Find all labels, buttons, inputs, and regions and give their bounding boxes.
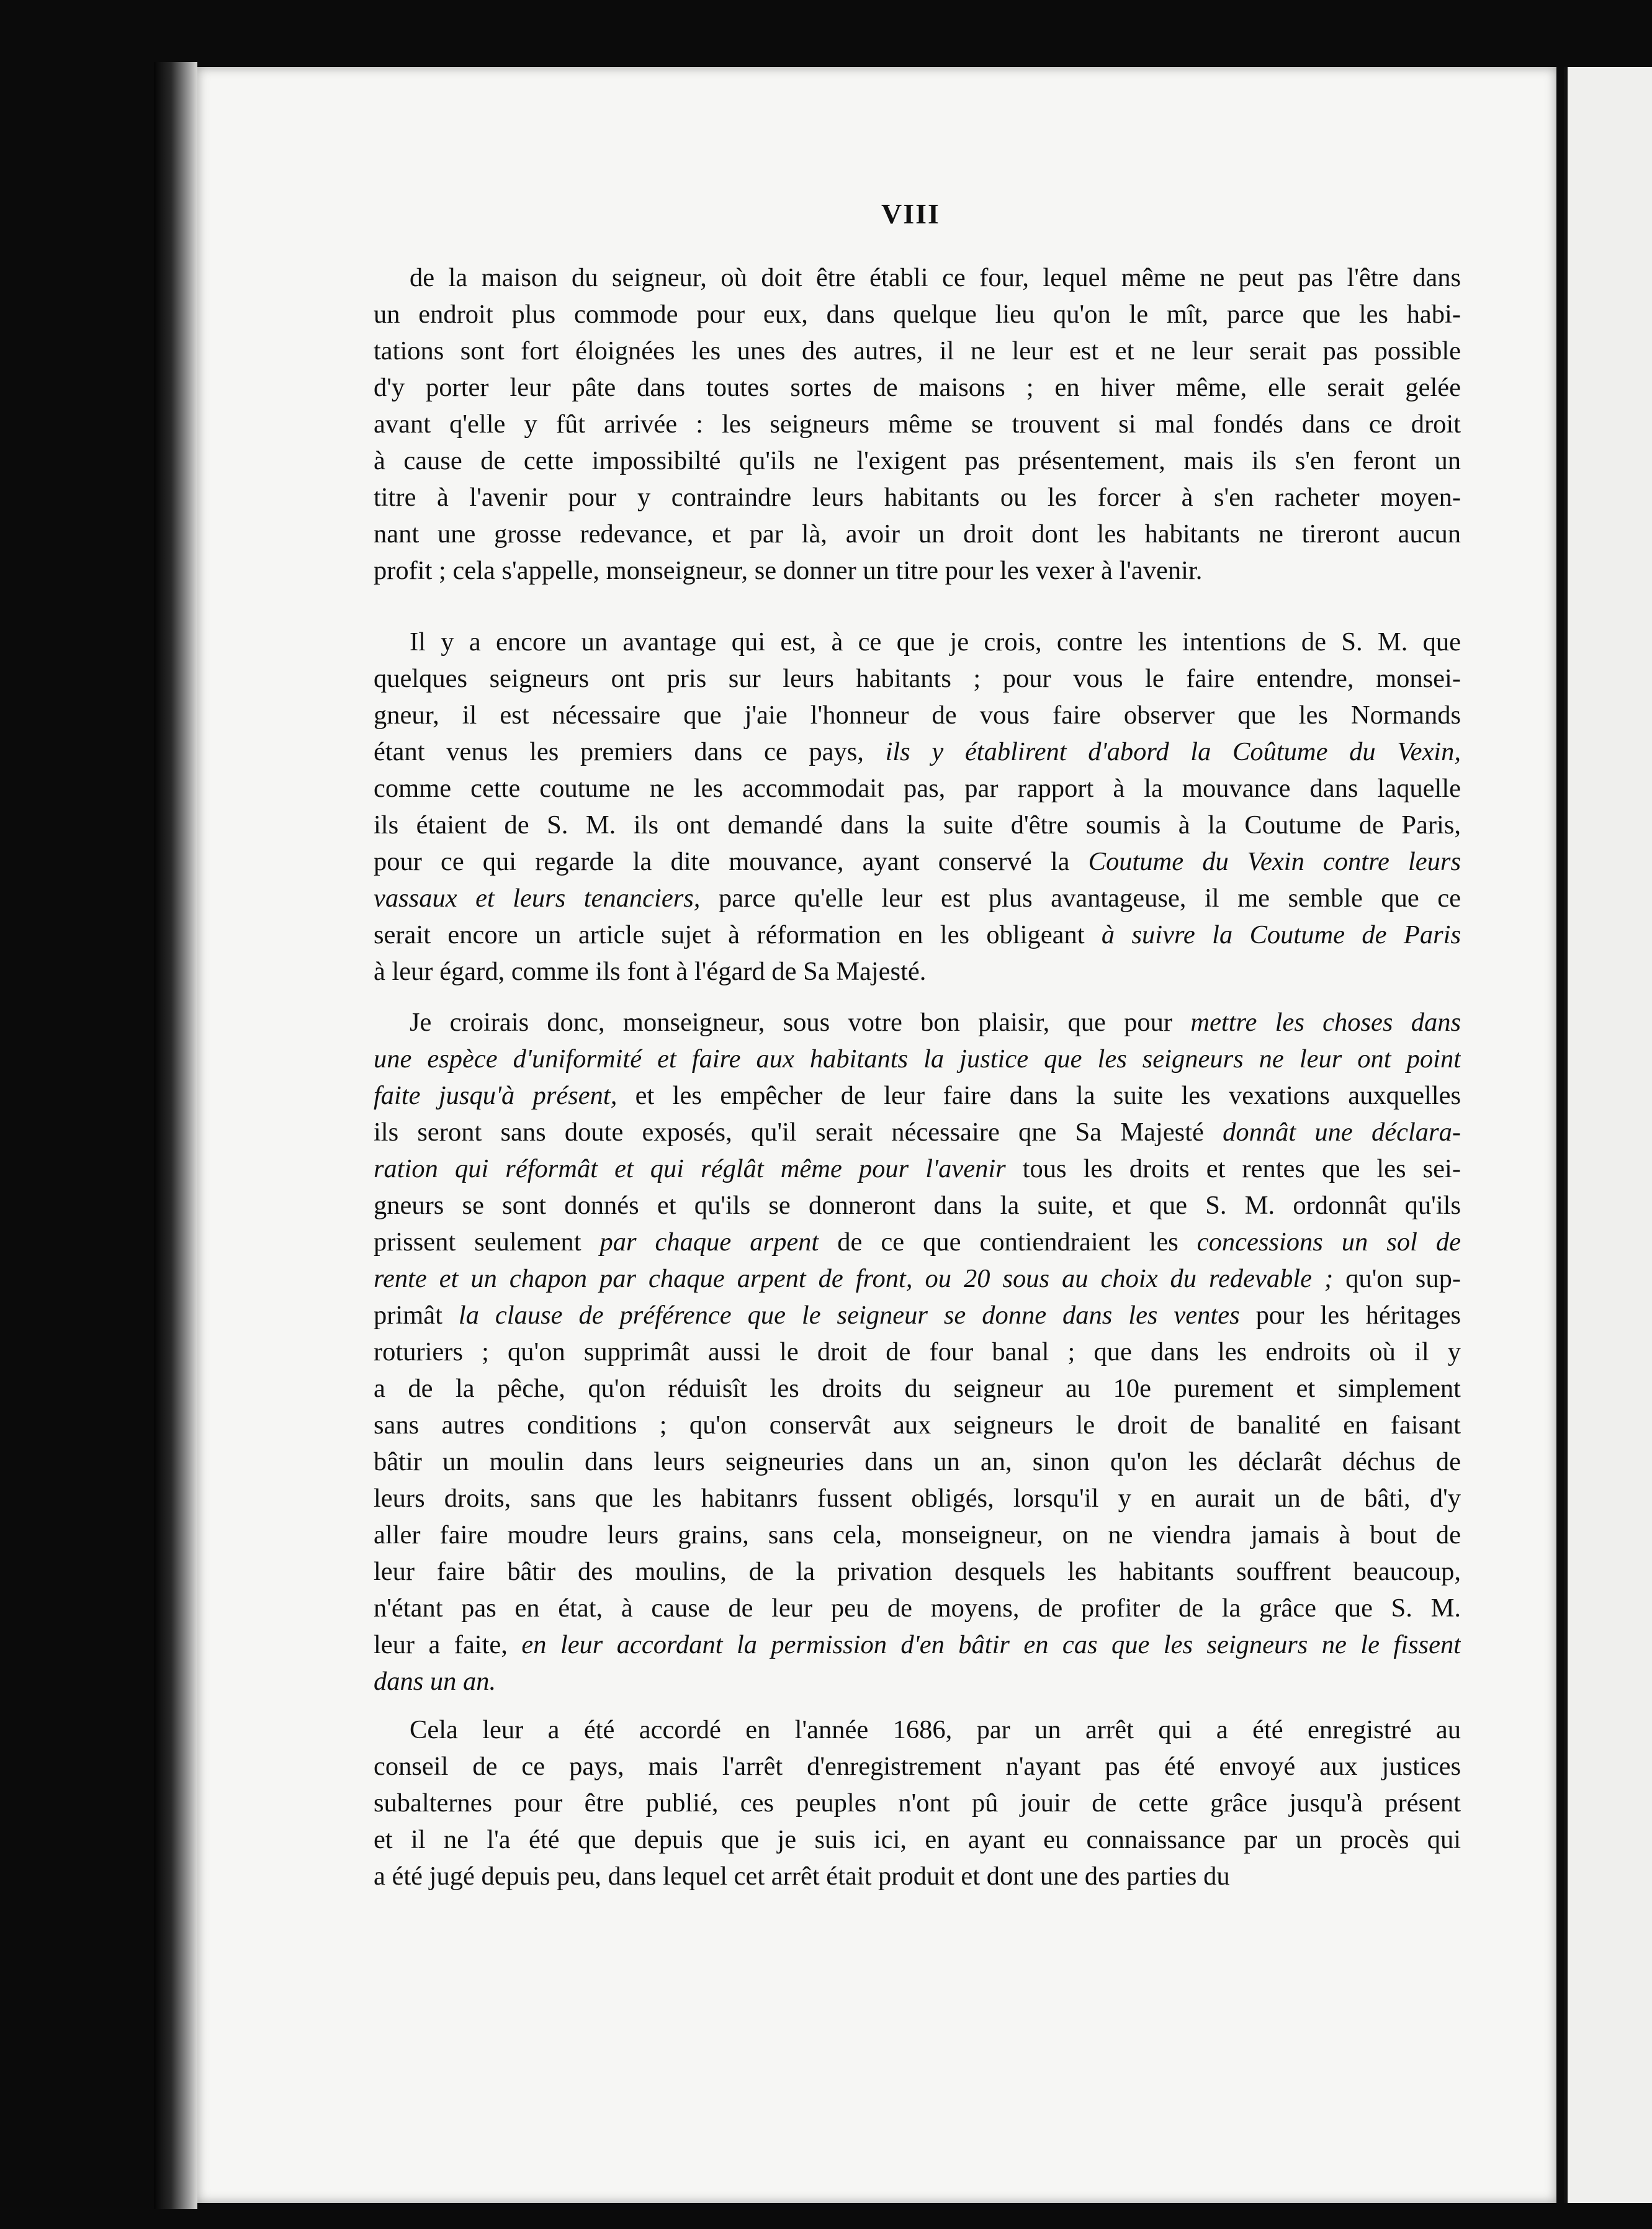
paragraph-3 [374,1004,1461,1700]
text-line: faite jusqu'à présent, et les empêcher de leur faire dans la suite les vexations auxquelles [374,1081,1461,1110]
page-number: VIII [881,198,940,230]
text-line: roturiers ; qu'on supprimât aussi le droit de four banal ; que dans les endroits où il y [374,1337,1461,1366]
text-line: serait encore un article sujet à réformation en les obligeant à suivre la Coutume de Paris [374,920,1461,949]
text-line: comme cette coutume ne les accommodait pas, par rapport à la mouvance dans laquelle [374,774,1461,803]
text-line: titre à l'avenir pour y contraindre leurs habitants ou les forcer à s'en racheter moyen- [374,483,1461,512]
text-line: gneurs se sont donnés et qu'ils se donneront dans la suite, et que S. M. ordonnât qu'ils [374,1191,1461,1220]
text-line: un endroit plus commode pour eux, dans quelque lieu qu'on le mît, parce que les habi- [374,300,1461,329]
text-line: leur faire bâtir des moulins, de la privation desquels les habitants souffrent beaucoup, [374,1557,1461,1586]
text-line: sans autres conditions ; qu'on conservât aux seigneurs le droit de banalité en faisant [374,1411,1461,1440]
text-line: étant venus les premiers dans ce pays, ils y établirent d'abord la Coûtume du Vexin, [374,737,1461,766]
text-line: nant une grosse redevance, et par là, avoir un droit dont les habitants ne tireront aucun [374,519,1461,549]
italic-phrase: en leur accordant la permission d'en bâtir en cas que les seigneurs ne le fissent [521,1630,1461,1659]
text-line [374,1041,1461,1077]
text-line: gneur, il est nécessaire que j'aie l'honneur de vous faire observer que les Normands [374,701,1461,730]
adjacent-page-edge [1564,67,1652,2203]
text-line: a été jugé depuis peu, dans lequel cet arrêt était produit et dont une des parties du [374,1862,1230,1891]
italic-phrase: concessions un sol de [1196,1227,1461,1257]
text-line: à cause de cette impossibilté qu'ils ne l'exigent pas présentement, mais ils s'en feront un [374,446,1461,475]
text-line: conseil de ce pays, mais l'arrêt d'enregistrement n'ayant pas été envoyé aux justices [374,1752,1461,1781]
text-line: d'y porter leur pâte dans toutes sortes de maisons ; en hiver même, elle serait gelée [374,373,1461,402]
text-line: quelques seigneurs ont pris sur leurs habitants ; pour vous le faire entendre, monsei- [374,664,1461,693]
italic-phrase: ils y établirent d'abord la Coûtume du Vexin, [885,737,1461,766]
italic-phrase: donnât une déclara- [1223,1118,1461,1147]
text-line: a de la pêche, qu'on réduisît les droits du seigneur au 10e purement et simplement [374,1374,1461,1403]
paragraph-4 [374,1711,1461,1895]
text-line: pour ce qui regarde la dite mouvance, ayant conservé la Coutume du Vexin contre leurs [374,847,1461,876]
text-line: aller faire moudre leurs grains, sans cela, monseigneur, on ne viendra jamais à bout de [374,1520,1461,1550]
text-line: ils étaient de S. M. ils ont demandé dans la suite d'être soumis à la Coutume de Paris, [374,810,1461,840]
text-line: bâtir un moulin dans leurs seigneuries dans un an, sinon qu'on les déclarât déchus de [374,1447,1461,1476]
text-line: Il y a encore un avantage qui est, à ce que je crois, contre les intentions de S. M. que [410,627,1461,657]
italic-phrase: à suivre la Coutume de Paris [1101,920,1461,949]
page-gutter-shadow [154,62,197,2209]
text-line: n'étant pas en état, à cause de leur peu de moyens, de profiter de la grâce que S. M. [374,1594,1461,1623]
text-line: profit ; cela s'appelle, monseigneur, se donner un titre pour les vexer à l'avenir. [374,556,1203,585]
text-line: à leur égard, comme ils font à l'égard de Sa Majesté. [374,957,927,986]
text-line: ils seront sans doute exposés, qu'il serait nécessaire qne Sa Majesté donnât une déclara- [374,1118,1461,1147]
text-line: de la maison du seigneur, où doit être établi ce four, lequel même ne peut pas l'être dans [410,263,1461,292]
text-line [374,1663,1461,1700]
text-line: Je croirais donc, monseigneur, sous votre bon plaisir, que pour mettre les choses dans [410,1008,1461,1037]
text-line: leur a faite, en leur accordant la permission d'en bâtir en cas que les seigneurs ne le fissent [374,1630,1461,1659]
text-line: Cela leur a été accordé en l'année 1686, par un arrêt qui a été enregistré au [410,1715,1461,1744]
text-line: prissent seulement par chaque arpent de ce que contiendraient les concessions un sol de [374,1227,1461,1257]
text-line: primât la clause de préférence que le seigneur se donne dans les ventes pour les héritages [374,1301,1461,1330]
italic-phrase: mettre les choses dans [1190,1008,1461,1037]
paragraph-2 [374,624,1461,990]
text-line: et il ne l'a été que depuis que je suis ici, en ayant eu connaissance par un procès qui [374,1825,1461,1854]
italic-phrase: une espèce d'uniformité et faire aux habitants la justice que les seigneurs ne leur ont point [374,1044,1461,1074]
italic-phrase: ration qui réformât et qui réglât même pour l'avenir [374,1154,1006,1183]
italic-phrase: rente et un chapon par chaque arpent de front, ou 20 sous au choix du redevable ; [374,1264,1334,1293]
text-line: tations sont fort éloignées les unes des autres, il ne leur est et ne leur serait pas possible [374,336,1461,366]
italic-phrase: vassaux et leurs tenanciers, [374,884,701,913]
text-line: leurs droits, sans que les habitanrs fussent obligés, lorsqu'il y en aurait un de bâti, d'y [374,1484,1461,1513]
italic-phrase: par chaque arpent [599,1227,819,1257]
italic-phrase: faite jusqu'à présent, [374,1081,617,1110]
text-line: rente et un chapon par chaque arpent de front, ou 20 sous au choix du redevable ; qu'on sup- [374,1264,1461,1293]
italic-phrase: la clause de préférence que le seigneur se donne dans les ventes [458,1301,1240,1330]
text-line: subalternes pour être publié, ces peuples n'ont pû jouir de cette grâce jusqu'à présent [374,1788,1461,1818]
italic-phrase: dans un an. [374,1667,496,1696]
text-line: ration qui réformât et qui réglât même pour l'avenir tous les droits et rentes que les sei- [374,1154,1461,1183]
paragraph-1 [374,259,1461,589]
text-line: vassaux et leurs tenanciers, parce qu'elle leur est plus avantageuse, il me semble que ce [374,884,1461,913]
italic-phrase: Coutume du Vexin contre leurs [1088,847,1461,876]
text-line: avant q'elle y fût arrivée : les seigneurs même se trouvent si mal fondés dans ce droit [374,410,1461,439]
